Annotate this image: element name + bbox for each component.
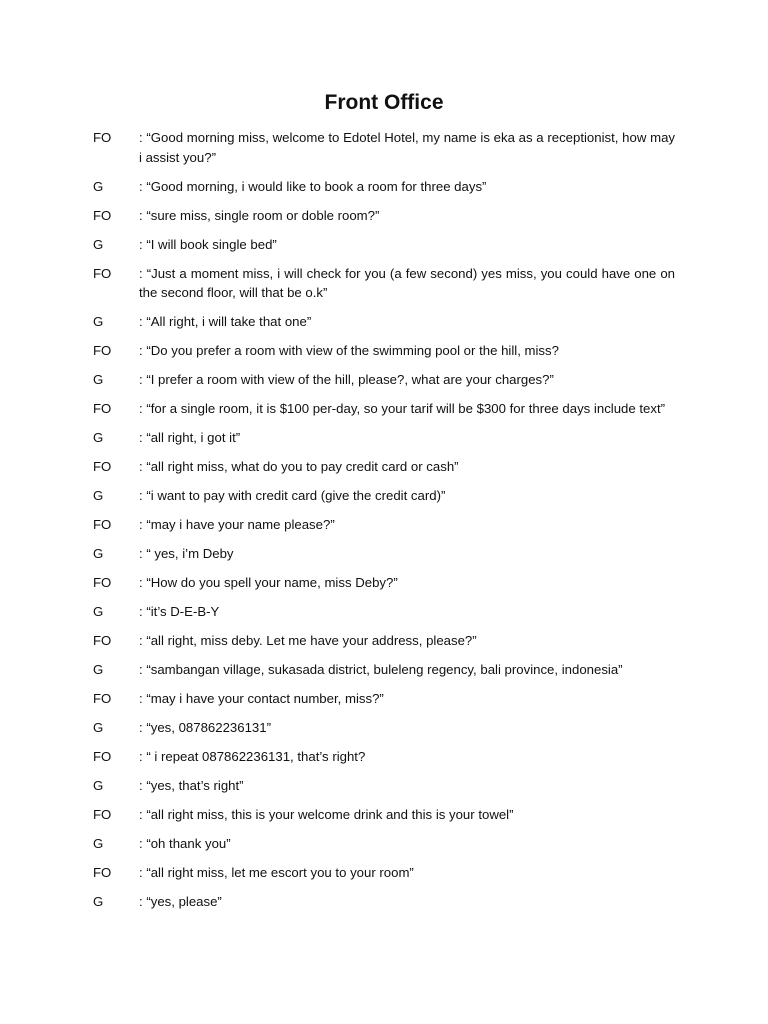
dialogue-line [93,602,675,622]
dialogue-line [93,892,675,912]
speaker-label: G [93,720,104,735]
utterance-text: : “All right, i will take that one” [139,314,312,329]
dialogue-line [93,486,675,506]
dialogue-line [93,863,675,883]
dialogue-line [93,177,675,197]
dialogue-line [93,573,675,593]
speaker-label: FO [93,575,112,590]
speaker-label: G [93,894,104,909]
speaker-label: G [93,662,104,677]
dialogue-line [93,718,675,738]
utterance-text: : “all right miss, what do you to pay credit card or cash” [139,459,459,474]
utterance-text: : “may i have your contact number, miss?” [139,691,384,706]
utterance-text: : “I will book single bed” [139,236,277,252]
utterance-text: : “i want to pay with credit card (give the credit card)” [139,488,446,503]
dialogue-line [93,370,675,390]
speaker-label: FO [93,865,112,880]
dialogue-line [93,312,675,332]
dialogue-line [93,776,675,796]
dialogue-line [93,805,675,825]
dialogue-line [93,428,675,448]
utterance-text: : “ i repeat 087862236131, that’s right? [139,749,366,764]
speaker-label: FO [93,691,112,706]
utterance-text: : “all right miss, this is your welcome drink and this is your towel” [139,807,514,822]
speaker-label: G [93,836,104,851]
page-title: Front Office [324,91,444,114]
speaker-label: G [93,236,104,252]
utterance-text: : “sambangan village, sukasada district, buleleng regency, bali province, indonesia” [139,662,623,677]
speaker-label: FO [93,517,112,532]
dialogue-line [93,544,675,564]
utterance-text: : “oh thank you” [139,836,231,851]
dialogue-line [93,689,675,709]
utterance-text: : “ yes, i’m Deby [139,546,234,561]
dialogue-list [93,128,675,921]
dialogue-line [93,399,675,419]
utterance-text: : “yes, that’s right” [139,778,244,793]
utterance-text: : “yes, 087862236131” [139,720,271,735]
speaker-label: FO [93,633,112,648]
speaker-label: G [93,546,104,561]
speaker-label: FO [93,401,112,416]
utterance-text: : “for a single room, it is $100 per-day, so your tarif will be $300 for three days include text” [139,401,666,416]
dialogue-line [93,631,675,651]
speaker-label: G [93,778,104,793]
speaker-label: G [93,314,104,329]
dialogue-line [93,515,675,535]
utterance-text: : “all right, miss deby. Let me have your address, please?” [139,633,477,648]
speaker-label: FO [93,459,112,474]
dialogue-line [93,747,675,767]
utterance-text: : “sure miss, single room or doble room?” [139,207,380,223]
speaker-label: FO [93,749,112,764]
dialogue-line [93,660,675,680]
utterance-text: : “Good morning miss, welcome to Edotel Hotel, my name is eka as a receptionist, how may i assist you?” [139,130,675,165]
dialogue-line [93,341,675,361]
dialogue-line [93,206,675,226]
speaker-label: G [93,430,104,445]
speaker-label: FO [93,130,112,145]
utterance-text: : “Just a moment miss, i will check for you (a few second) yes miss, you could have one on the second floor, will that be o.k” [139,265,675,300]
dialogue-line [93,834,675,854]
utterance-text: : “Good morning, i would like to book a room for three days” [139,178,487,194]
speaker-label: G [93,178,104,194]
utterance-text: : “all right, i got it” [139,430,241,445]
speaker-label: FO [93,265,112,281]
utterance-text: : “may i have your name please?” [139,517,335,532]
utterance-text: : “Do you prefer a room with view of the swimming pool or the hill, miss? [139,343,559,358]
dialogue-line [93,457,675,477]
utterance-text: : “yes, please” [139,894,222,909]
utterance-text: : “How do you spell your name, miss Deby?” [139,575,398,590]
dialogue-line [93,128,675,167]
speaker-label: FO [93,343,112,358]
speaker-label: G [93,372,104,387]
utterance-text: : “I prefer a room with view of the hill, please?, what are your charges?” [139,372,554,387]
speaker-label: G [93,488,104,503]
speaker-label: G [93,604,104,619]
utterance-text: : “it’s D-E-B-Y [139,604,220,619]
speaker-label: FO [93,807,112,822]
dialogue-line [93,235,675,255]
dialogue-line [93,264,675,303]
utterance-text: : “all right miss, let me escort you to your room” [139,865,414,880]
speaker-label: FO [93,207,112,223]
